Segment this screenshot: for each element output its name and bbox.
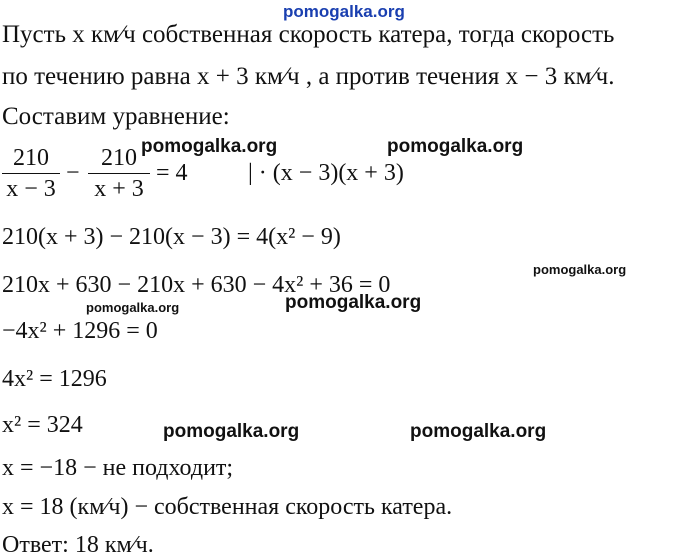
watermark-5: pomogalka.org xyxy=(86,300,180,315)
equation-multiplier: | · (x − 3)(x + 3) xyxy=(248,160,404,186)
fraction-2-denominator: x + 3 xyxy=(94,176,144,202)
equation-rhs: = 4 xyxy=(156,160,188,186)
watermark-7: pomogalka.org xyxy=(410,421,547,442)
watermark-top: pomogalka.org xyxy=(283,2,405,21)
equation-4x2: 4x² = 1296 xyxy=(2,366,107,392)
fraction-2-numerator: 210 xyxy=(101,145,137,171)
root-positive: x = 18 (км⁄ч) − собственная скорость катера. xyxy=(2,494,453,520)
fraction-1-numerator: 210 xyxy=(13,145,49,171)
fraction-1-bar xyxy=(2,173,60,174)
watermark-6: pomogalka.org xyxy=(163,421,300,442)
text-line-compose: Составим уравнение: xyxy=(2,103,230,130)
answer-line: Ответ: 18 км⁄ч. xyxy=(2,532,154,558)
equation-x2: x² = 324 xyxy=(2,412,83,438)
equation-quadratic: −4x² + 1296 = 0 xyxy=(2,318,158,344)
text-line-intro: Пусть x км⁄ч собственная скорость катера, тогда скорость xyxy=(2,21,615,48)
fraction-1 xyxy=(2,145,60,202)
watermark-2: pomogalka.org xyxy=(387,136,524,157)
root-negative: x = −18 − не подходит; xyxy=(2,455,234,481)
text-line-speeds: по течению равна x + 3 км⁄ч , а против течения x − 3 км⁄ч. xyxy=(2,63,615,90)
watermark-3: pomogalka.org xyxy=(533,262,627,277)
watermark-4: pomogalka.org xyxy=(285,292,422,313)
equation-simplified: 210x + 630 − 210x + 630 − 4x² + 36 = 0 xyxy=(2,272,391,298)
fraction-1-denominator: x − 3 xyxy=(6,176,56,202)
minus-sign: − xyxy=(66,160,80,186)
watermark-1: pomogalka.org xyxy=(141,136,278,157)
equation-expanded: 210(x + 3) − 210(x − 3) = 4(x² − 9) xyxy=(2,224,341,250)
fraction-2-bar xyxy=(88,173,150,174)
